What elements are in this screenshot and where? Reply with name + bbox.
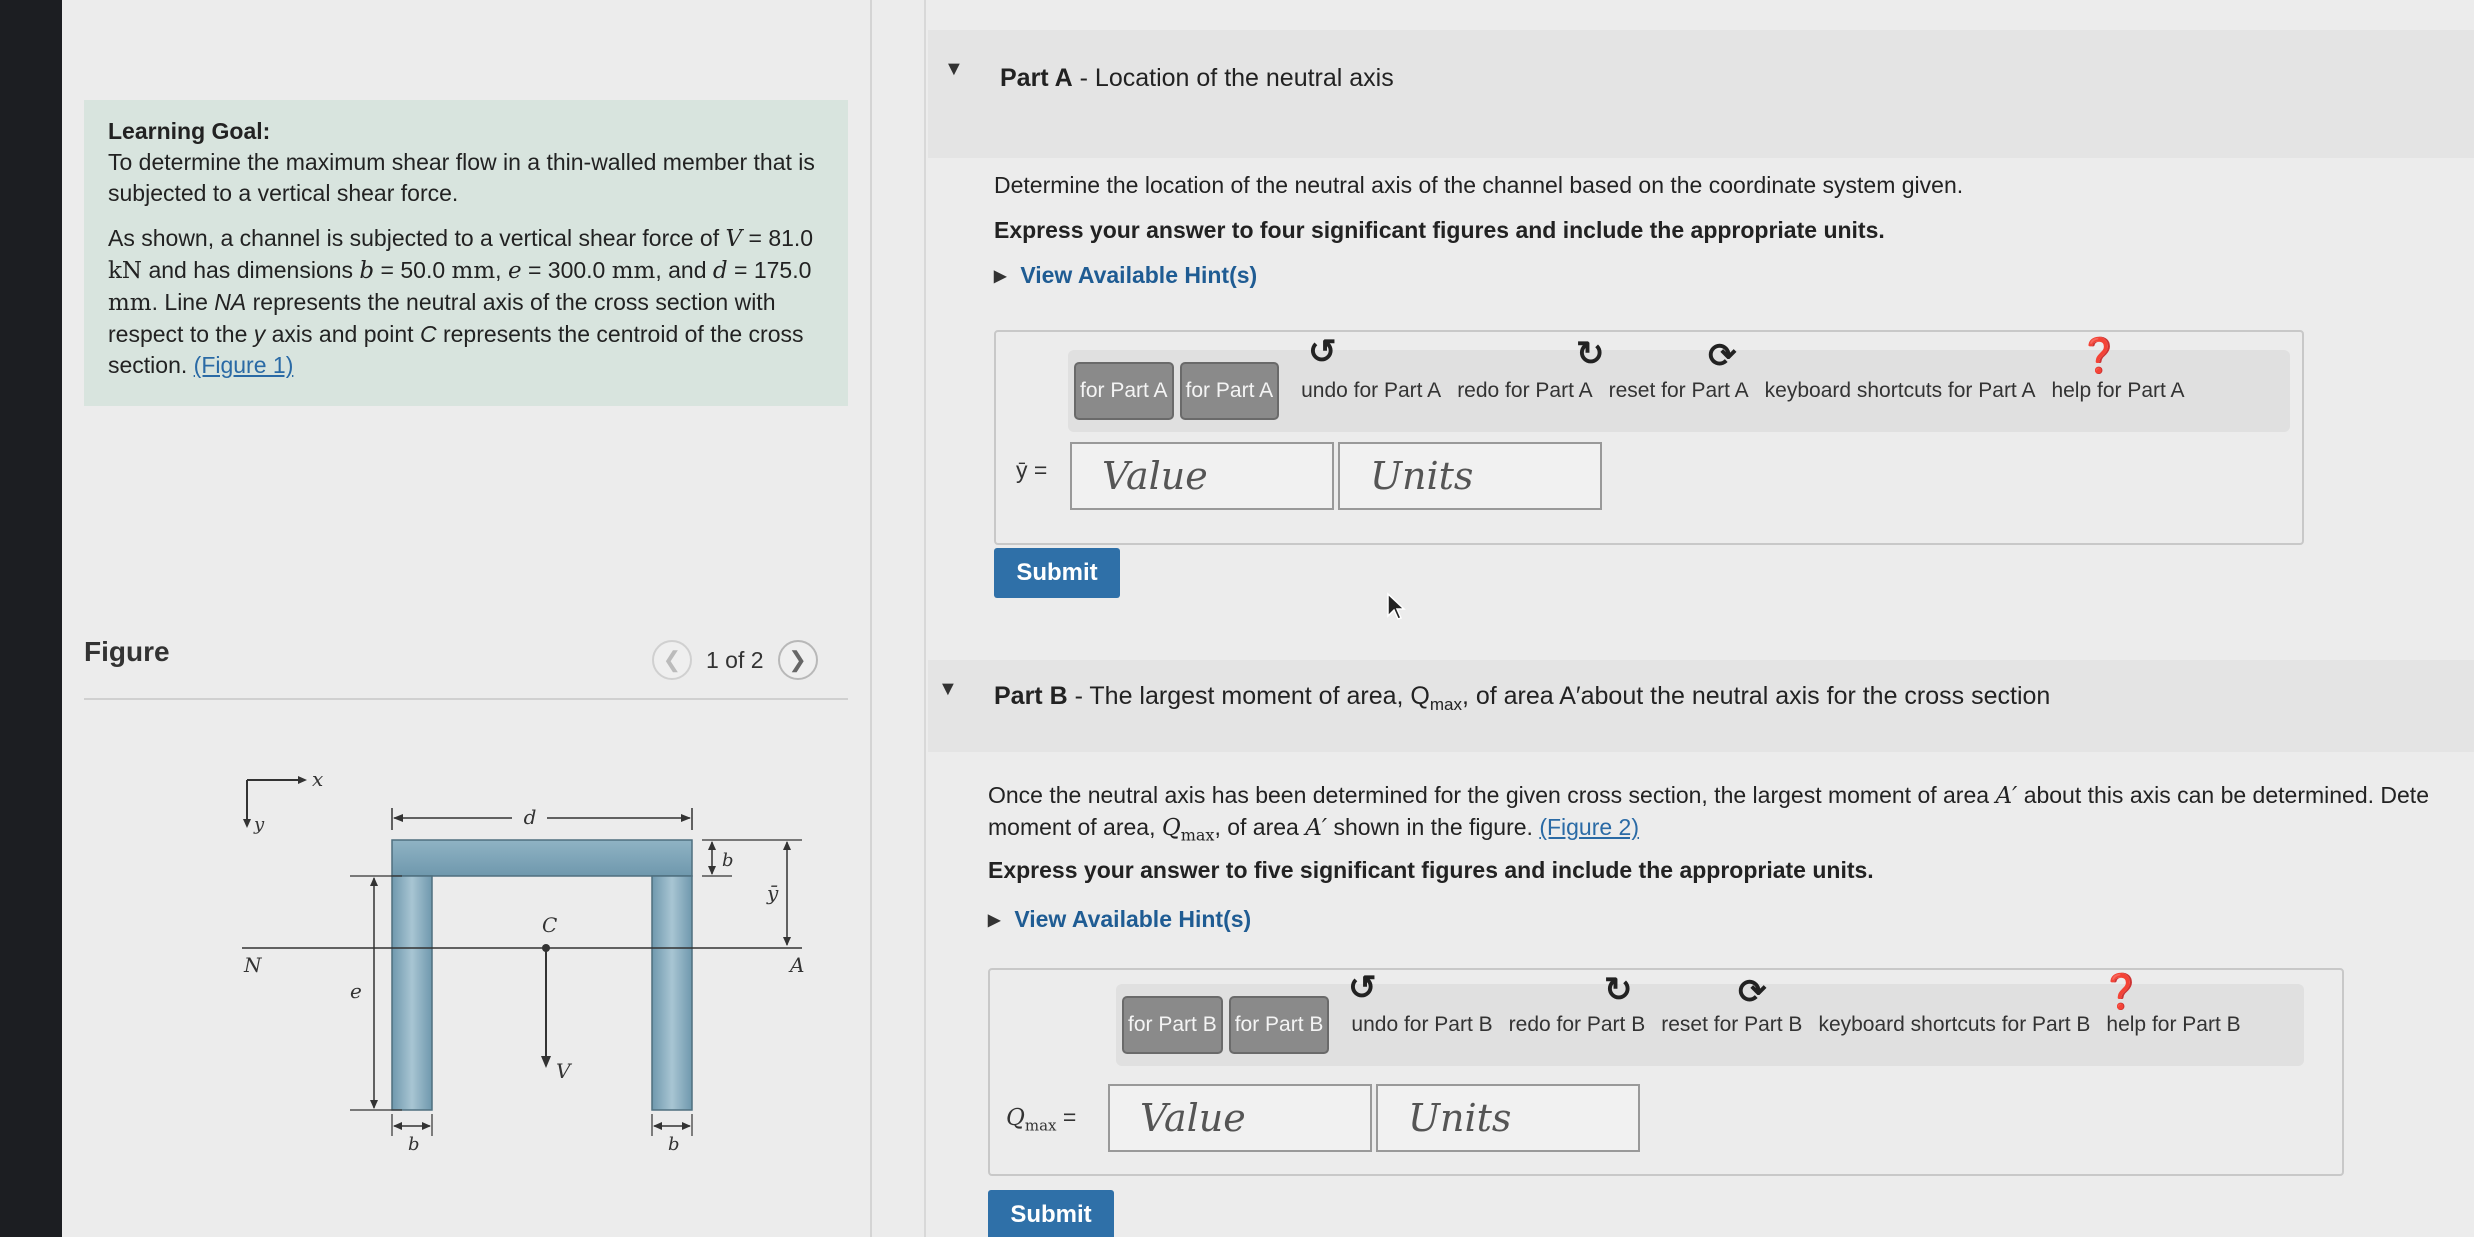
b-left-label: b [408,1134,420,1155]
value-b: = 50.0 [380,257,446,283]
collapse-triangle-icon[interactable]: ▼ [944,58,964,80]
right-pane [928,0,2474,1237]
qmax-symbol: Q [1161,815,1181,841]
part-b-text: moment of area, [988,814,1156,840]
unit-mm: mm [108,290,152,316]
figure-page-indicator: 1 of 2 [706,646,764,673]
part-a-answer-box [994,330,2304,545]
dimension-b-right [652,1114,692,1155]
part-b-instruction [988,780,2474,851]
part-a-hint-link[interactable] [994,262,1257,289]
prev-figure-button[interactable] [652,640,692,680]
b-right-label: b [668,1134,680,1155]
figure-title: Figure [84,636,170,667]
screen [62,0,2474,1237]
chevron-left-icon: ❮ [662,647,682,672]
problem-text: , and [655,257,707,283]
problem-text: axis and point [271,321,414,347]
redo-icon: ↻ [1576,335,1605,373]
value-v: = 81.0 [748,225,814,251]
redo-icon: ↻ [1604,971,1633,1009]
dimension-ybar [766,841,791,946]
c-label: C [542,913,558,937]
part-b-header[interactable] [928,660,2474,752]
equals-sign: = [1062,1104,1077,1130]
part-a-undo-button[interactable]: undo for Part A [1301,379,1442,402]
part-b-symbols-button[interactable]: for Part B [1229,996,1330,1054]
qmax-symbol: Q [1006,1105,1025,1131]
channel-flange [392,840,692,876]
part-b-text: shown in the figure. [1333,814,1533,840]
left-pane [62,0,872,1237]
part-a-header[interactable] [928,30,2474,158]
part-b-text: , of area [1214,814,1299,840]
part-b-hint-text: View Available Hint(s) [1014,906,1252,932]
a-prime: A′ [1995,783,2018,809]
part-a-reset-button[interactable]: reset for Part A [1608,379,1749,402]
part-a-instruction: Determine the location of the neutral axis of the channel based on the coordinate system given. [994,172,1964,198]
channel-right-web [652,876,692,1110]
mouse-cursor-icon [1386,592,1406,622]
part-a-redo-button[interactable]: redo for Part A [1457,379,1593,402]
part-a-templates-button[interactable]: for Part A [1074,362,1174,420]
coordinate-axes [243,767,323,835]
v-label: V [556,1059,571,1083]
d-label: d [523,805,537,829]
channel-cross-section-figure [162,760,842,1180]
part-b-answer-box [988,968,2344,1176]
part-a-title-text: - Location of the neutral axis [1072,64,1394,92]
figure-1-link[interactable]: (Figure 1) [193,352,294,378]
pane-divider[interactable] [872,0,932,1237]
part-b-label: Part B [994,682,1068,710]
part-a-title [1000,64,1394,93]
value-e: = 300.0 [527,257,606,283]
var-d: d [712,258,728,284]
c-label: C [419,321,437,347]
var-b: b [359,258,375,284]
part-b-submit-button[interactable]: Submit [988,1190,1114,1237]
unit-mm: mm [611,258,656,284]
part-b-title-sub: max [1429,695,1462,714]
help-icon: ❓ [2078,337,2121,375]
b-top-label: b [722,850,734,871]
chevron-right-icon: ❯ [788,647,807,672]
learning-goal-heading: Learning Goal: [108,118,271,144]
n-label: N [244,953,262,977]
help-icon: ❓ [2100,973,2143,1011]
part-b-title-text: - The largest moment of area, Q [1067,682,1430,710]
part-a-units-input[interactable]: Units [1338,442,1602,510]
shear-force-arrowhead [541,1056,551,1068]
part-b-qmax-label [1006,1104,1076,1135]
part-b-express: Express your answer to five significant figures and include the appropriate units. [988,857,1874,883]
part-b-templates-button[interactable]: for Part B [1122,996,1223,1054]
part-b-units-input[interactable]: Units [1376,1084,1640,1152]
expand-triangle-icon: ▶ [988,911,1001,929]
part-a-value-input[interactable]: Value [1070,442,1334,510]
part-b-text: about this axis can be determined. Dete [2023,782,2429,808]
expand-triangle-icon: ▶ [994,267,1007,285]
part-b-hint-link[interactable] [988,906,1251,933]
part-a-ybar-label: ȳ = [1016,457,1048,483]
e-label: e [350,979,362,1003]
collapse-triangle-icon[interactable]: ▼ [938,678,958,700]
part-a-keyboard-shortcuts-button[interactable]: keyboard shortcuts for Part A [1764,379,2036,402]
reset-icon: ⟳ [1738,973,1767,1011]
problem-text: represents the centroid of the cross section. [108,321,804,378]
na-label: NA [214,289,247,315]
part-a-submit-button[interactable]: Submit [994,548,1120,598]
part-b-help-button[interactable]: help for Part B [2106,1013,2241,1036]
part-a-help-button[interactable]: help for Part A [2051,379,2185,402]
var-v: V [725,226,743,252]
a-prime: A′ [1305,815,1328,841]
part-a-symbols-button[interactable]: for Part A [1180,362,1280,420]
dimension-b-left [392,1114,432,1155]
part-b-redo-button[interactable]: redo for Part B [1508,1013,1646,1036]
qmax-sub: max [1024,1116,1057,1135]
problem-text: As shown, a channel is subjected to a vertical shear force of [108,225,720,251]
problem-statement: As shown, a channel is subjected to a vertical shear force of V = 81.0 kN and has dimensions b = 50.0 mm, e = 300.0 mm, and d = 175.0 mm. Line NA represents the neutral axis of the cross section with respect to the y axis and point C represents the centroid of the cross section. (Figure 1) [108,225,814,378]
y-axis-label: y [253,321,266,347]
a-label: A [790,953,805,977]
figure-2-link[interactable]: (Figure 2) [1539,814,1640,840]
figure-divider [84,698,848,700]
next-figure-button[interactable] [778,640,818,680]
part-a-hint-text: View Available Hint(s) [1020,262,1258,288]
problem-text: . Line [151,289,208,315]
figure-pager [652,640,818,680]
channel-left-web [392,876,432,1110]
qmax-sub: max [1180,825,1215,845]
part-a-express: Express your answer to four significant figures and include the appropriate units. [994,217,1885,243]
value-d: = 175.0 [734,257,812,283]
unit-mm: mm [451,258,496,284]
undo-icon: ↺ [1308,333,1337,371]
reset-icon: ⟳ [1708,337,1737,375]
problem-text: represents the neutral axis of the cross section with respect to the [108,289,776,347]
part-a-label: Part A [1000,64,1073,92]
learning-goal-intro: To determine the maximum shear flow in a thin-walled member that is subjected to a vertical shear force. [108,149,815,206]
learning-goal-box [84,100,848,406]
part-b-title-text: , of area A′about the neutral axis for the cross section [1461,682,2051,710]
var-e: e [507,258,522,284]
dimension-d [392,805,692,830]
part-b-reset-button[interactable]: reset for Part B [1661,1013,1803,1036]
x-axis-label: x [312,767,324,791]
part-b-value-input[interactable]: Value [1108,1084,1372,1152]
unit-kn: kN [108,258,143,284]
undo-icon: ↺ [1348,969,1377,1007]
part-b-text: Once the neutral axis has been determined for the given cross section, the largest moment of area [988,782,1990,808]
part-b-keyboard-shortcuts-button[interactable]: keyboard shortcuts for Part B [1818,1013,2091,1036]
y-axis-label: y [254,814,265,835]
ybar-label: ȳ [767,881,779,905]
problem-text: and has dimensions [148,257,354,283]
part-b-title [994,682,2050,715]
pane-divider-line [924,0,926,1237]
part-b-undo-button[interactable]: undo for Part B [1351,1013,1493,1036]
